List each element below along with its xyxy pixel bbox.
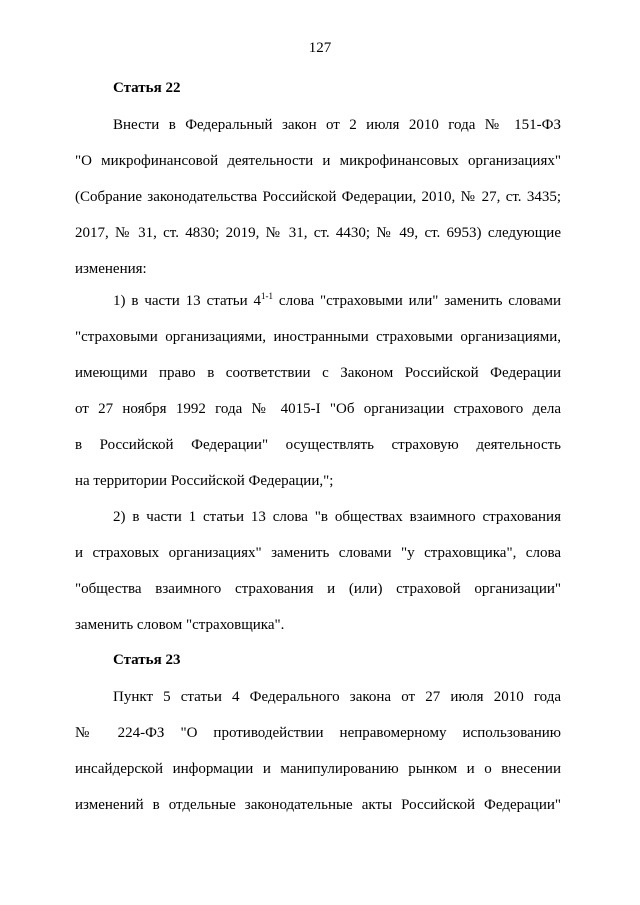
item-1-text-before-sup: 1) в части 13 статьи 4 — [113, 293, 262, 309]
article-23-line: изменений в отдельные законодательные акты Российской Федерации" — [75, 797, 561, 813]
article-23-line: инсайдерской информации и манипулированию рынком и о внесении — [75, 761, 561, 777]
item-1-superscript: 1-1 — [261, 291, 274, 301]
article-22-intro-line: "О микрофинансовой деятельности и микрофинансовых организациях" — [75, 153, 561, 169]
page-number: 127 — [308, 40, 332, 56]
item-1-line: "страховыми организациями, иностранными страховыми организациями, — [75, 329, 561, 345]
item-2-line: и страховых организациях" заменить словами "у страховщика", слова — [75, 545, 561, 561]
article-22-intro-line: Внести в Федеральный закон от 2 июля 2010 года № 151-ФЗ — [113, 117, 561, 133]
item-2-line: заменить словом "страховщика". — [75, 617, 285, 633]
item-2-line: "общества взаимного страхования и (или) страховой организации" — [75, 581, 561, 597]
item-2-line: 2) в части 1 статьи 13 слова "в обществах взаимного страхования — [113, 509, 561, 525]
article-22-intro-line: 2017, № 31, ст. 4830; 2019, № 31, ст. 4430; № 49, ст. 6953) следующие — [75, 225, 561, 241]
item-1-line: от 27 ноября 1992 года № 4015-I "Об организации страхового дела — [75, 401, 561, 417]
article-22-heading: Статья 22 — [113, 80, 181, 96]
item-1-text-after-sup: слова "страховыми или" заменить словами — [273, 293, 561, 309]
article-22-intro-line: (Собрание законодательства Российской Федерации, 2010, № 27, ст. 3435; — [75, 189, 561, 205]
item-1-line: на территории Российской Федерации,"; — [75, 473, 334, 489]
article-23-heading: Статья 23 — [113, 652, 181, 668]
article-23-line: Пункт 5 статьи 4 Федерального закона от 27 июля 2010 года — [113, 689, 561, 705]
item-1-line: в Российской Федерации" осуществлять страховую деятельность — [75, 437, 561, 453]
article-23-line: № 224-ФЗ "О противодействии неправомерному использованию — [75, 725, 561, 741]
item-1-first-line — [113, 292, 561, 310]
item-1-line: имеющими право в соответствии с Законом Российской Федерации — [75, 365, 561, 381]
article-22-intro-line: изменения: — [75, 261, 147, 277]
